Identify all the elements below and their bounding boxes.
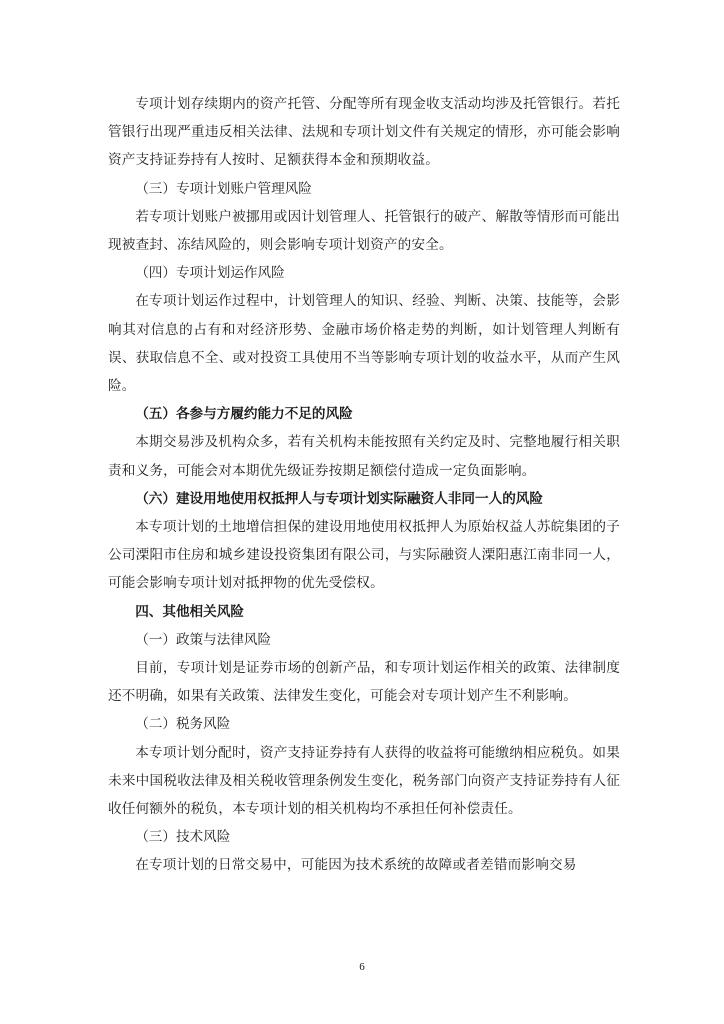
subheading-technical-risk: （三）技术风险 [135,829,231,846]
section-heading-other-risks: 四、其他相关风险 [135,603,244,620]
subheading-mortgagor-mismatch-risk: （六）建设用地使用权抵押人与专项计划实际融资人非同一人的风险 [135,490,543,507]
paragraph-technical-risk: 在专项计划的日常交易中，可能因为技术系统的故障或者差错而影响交易 [135,857,577,874]
paragraph-performance-capacity-risk: 本期交易涉及机构众多，若有关机构未能按照有关约定及时、完整地履行相关职责和义务，可能会对本期优先级证券按期足额偿付造成一定负面影响。 [108,434,620,479]
subheading-account-management-risk: （三）专项计划账户管理风险 [135,180,312,197]
subheading-tax-risk: （二）税务风险 [135,716,231,733]
subheading-policy-law-risk: （一）政策与法律风险 [135,631,272,648]
paragraph-tax-risk: 本专项计划分配时，资产支持证券持有人获得的收益将可能缴纳相应税负。如果未来中国税收法律及相关税收管理条例发生变化，税务部门向资产支持证券持有人征收任何额外的税负，本专项计划的相关机构均不承担任何补偿责任。 [108,744,620,818]
document-body [108,90,620,880]
subheading-operation-risk: （四）专项计划运作风险 [135,265,285,282]
paragraph-policy-law-risk: 目前，专项计划是证券市场的创新产品，和专项计划运作相关的政策、法律制度还不明确，如果有关政策、法律发生变化，可能会对专项计划产生不利影响。 [108,660,620,705]
subheading-performance-capacity-risk: （五）各参与方履约能力不足的风险 [135,406,353,423]
page-number: 6 [359,961,365,973]
paragraph-account-management-risk: 若专项计划账户被挪用或因计划管理人、托管银行的破产、解散等情形而可能出现被查封、冻结风险的，则会影响专项计划资产的安全。 [108,208,620,254]
paragraph-mortgagor-mismatch-risk: 本专项计划的土地增信担保的建设用地使用权抵押人为原始权益人苏皖集团的子公司溧阳市住房和城乡建设投资集团有限公司，与实际融资人溧阳惠江南非同一人，可能会影响专项计划对抵押物的优先受偿权。 [108,519,620,592]
paragraph-operation-risk: 在专项计划运作过程中，计划管理人的知识、经验、判断、决策、技能等，会影响其对信息的占有和对经济形势、金融市场价格走势的判断，如计划管理人判断有误、获取信息不全、或对投资工具使用不当等影响专项计划的收益水平，从而产生风险。 [108,293,620,395]
paragraph-custodian-bank: 专项计划存续期内的资产托管、分配等所有现金收支活动均涉及托管银行。若托管银行出现严重违反相关法律、法规和专项计划文件有关规定的情形，亦可能会影响资产支持证券持有人按时、足额获得本金和预期收益。 [108,96,620,169]
